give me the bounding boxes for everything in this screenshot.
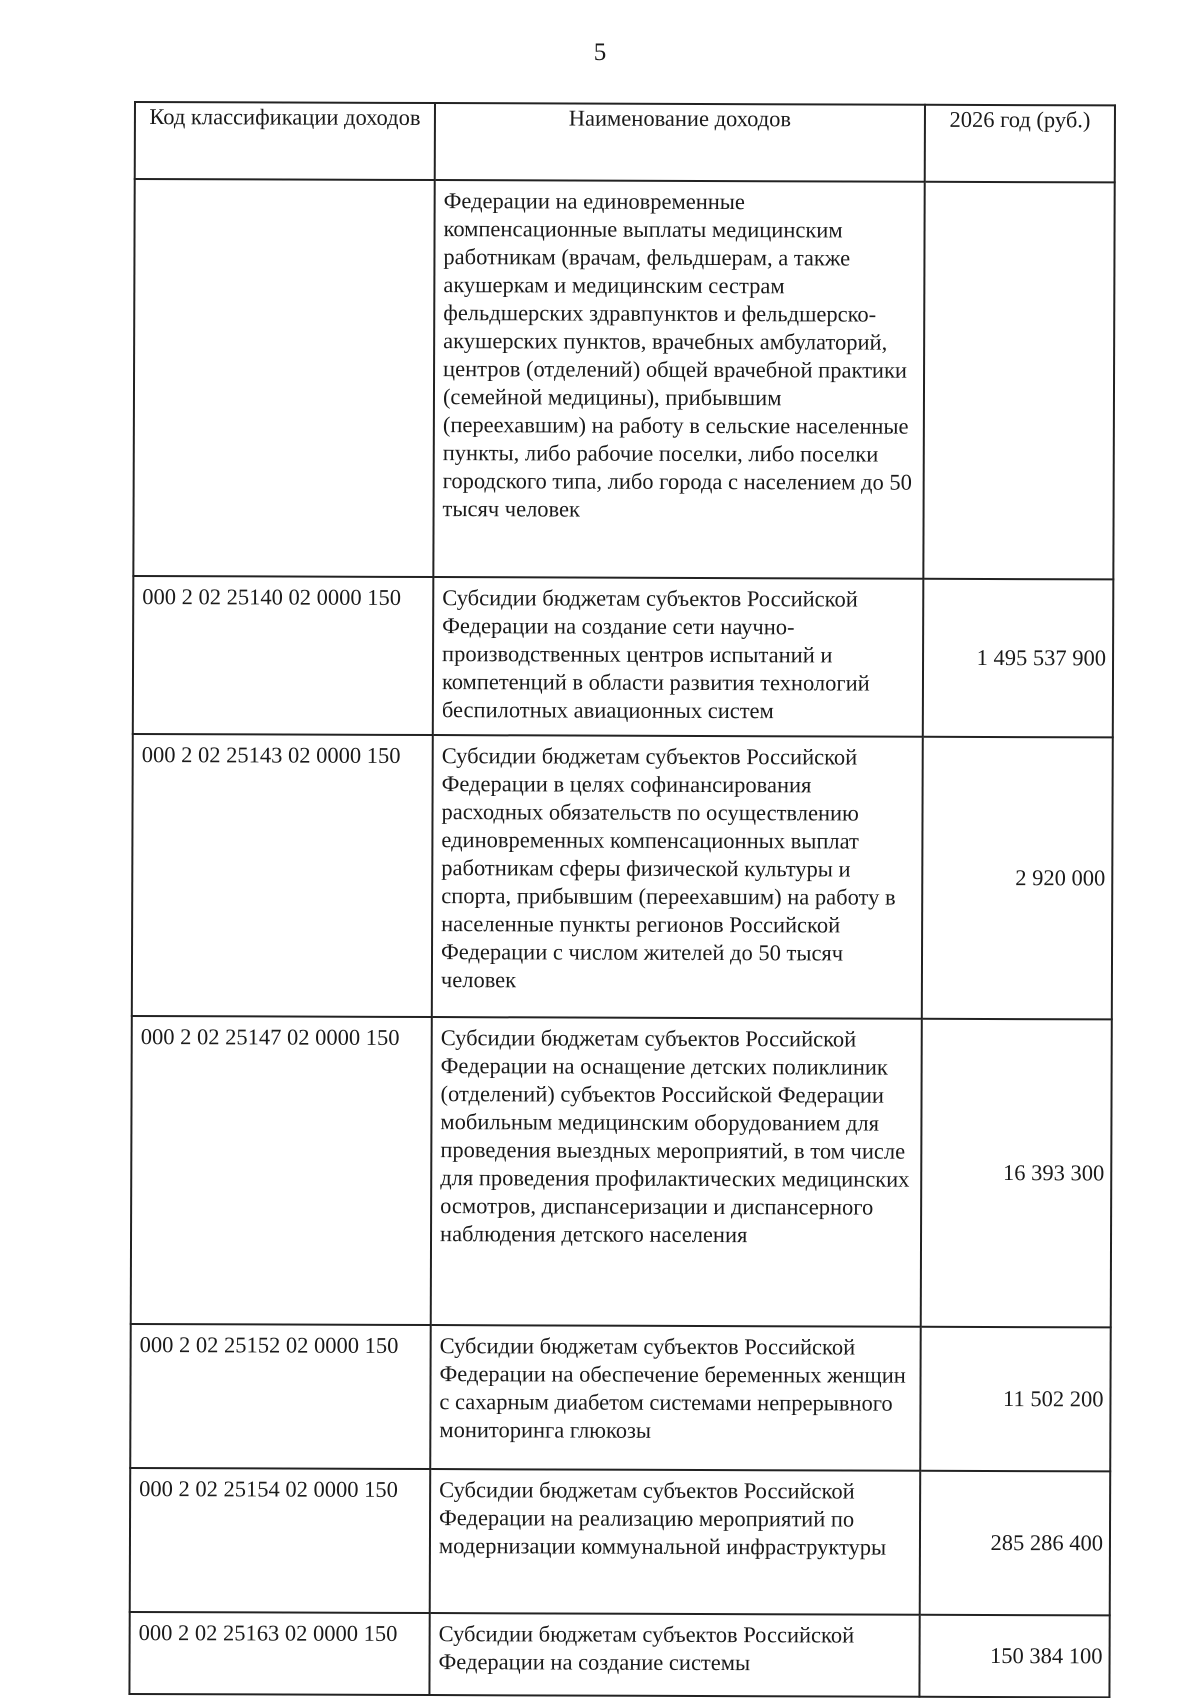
row-name: Субсидии бюджетам субъектов Российской Федерации на создание системы bbox=[429, 1613, 919, 1697]
table-row bbox=[133, 576, 1114, 737]
row-amount: 16 393 300 bbox=[921, 1019, 1112, 1328]
row-name: Субсидии бюджетам субъектов Российской Федерации на создание сети научно-производственных центров испытаний и компетенций в области развития технологий беспилотных авиационных систем bbox=[433, 577, 924, 737]
table-row bbox=[130, 1324, 1110, 1471]
header-name: Наименование доходов bbox=[435, 103, 925, 182]
row-amount: 285 286 400 bbox=[920, 1471, 1111, 1616]
table-header-row bbox=[135, 102, 1115, 182]
row-code bbox=[133, 179, 434, 577]
row-code: 000 2 02 25152 02 0000 150 bbox=[130, 1324, 431, 1469]
table-row bbox=[131, 1016, 1112, 1327]
row-name: Субсидии бюджетам субъектов Российской Федерации на обеспечение беременных женщин с сахарным диабетом системами непрерывного мониторинга глюкозы bbox=[430, 1325, 920, 1471]
header-amount: 2026 год (руб.) bbox=[925, 105, 1115, 183]
row-code: 000 2 02 25163 02 0000 150 bbox=[129, 1612, 429, 1695]
row-amount: 2 920 000 bbox=[922, 737, 1113, 1020]
header-code: Код классификации доходов bbox=[135, 102, 435, 180]
row-amount: 150 384 100 bbox=[919, 1615, 1109, 1698]
row-name: Субсидии бюджетам субъектов Российской Федерации на реализацию мероприятий по модернизации коммунальной инфраструктуры bbox=[430, 1469, 920, 1615]
row-amount: 11 502 200 bbox=[920, 1327, 1111, 1472]
row-name: Субсидии бюджетам субъектов Российской Федерации в целях софинансирования расходных обязательств по осуществлению единовременных компенсационных выплат работникам сферы физической культуры и спорта, прибывшим (переехавшим) на работу в населенные пункты регионов Российской Федерации с числом жителей до 50 тысяч человек bbox=[432, 735, 923, 1019]
row-name: Федерации на единовременные компенсационные выплаты медицинским работникам (врачам, фельдшерам, а также акушеркам и медицинским сестрам фельдшерских здравпунктов и фельдшерско-акушерских пунктов, врачебных амбулаторий, центров (отделений) общей врачебной практики (семейной медицины), прибывшим (переехавшим) на работу в сельские населенные пункты, либо рабочие поселки, либо поселки городского типа, либо города с населением до 50 тысяч человек bbox=[433, 180, 924, 579]
row-code: 000 2 02 25154 02 0000 150 bbox=[130, 1468, 431, 1613]
row-code: 000 2 02 25143 02 0000 150 bbox=[132, 734, 433, 1017]
table-row bbox=[129, 1612, 1109, 1697]
page-number: 5 bbox=[593, 39, 607, 66]
row-code: 000 2 02 25147 02 0000 150 bbox=[131, 1016, 432, 1325]
table-row bbox=[133, 179, 1114, 579]
row-code: 000 2 02 25140 02 0000 150 bbox=[133, 576, 434, 735]
row-amount: 1 495 537 900 bbox=[923, 579, 1114, 738]
row-amount bbox=[923, 182, 1114, 580]
table-row bbox=[132, 734, 1113, 1019]
row-name: Субсидии бюджетам субъектов Российской Федерации на оснащение детских поликлиник (отделений) субъектов Российской Федерации мобильным медицинским оборудованием для проведения выездных мероприятий, в том числе для проведения профилактических медицинских осмотров, диспансеризации и диспансерного наблюдения детского населения bbox=[431, 1017, 922, 1327]
income-table bbox=[128, 101, 1116, 1698]
table-row bbox=[130, 1468, 1110, 1615]
